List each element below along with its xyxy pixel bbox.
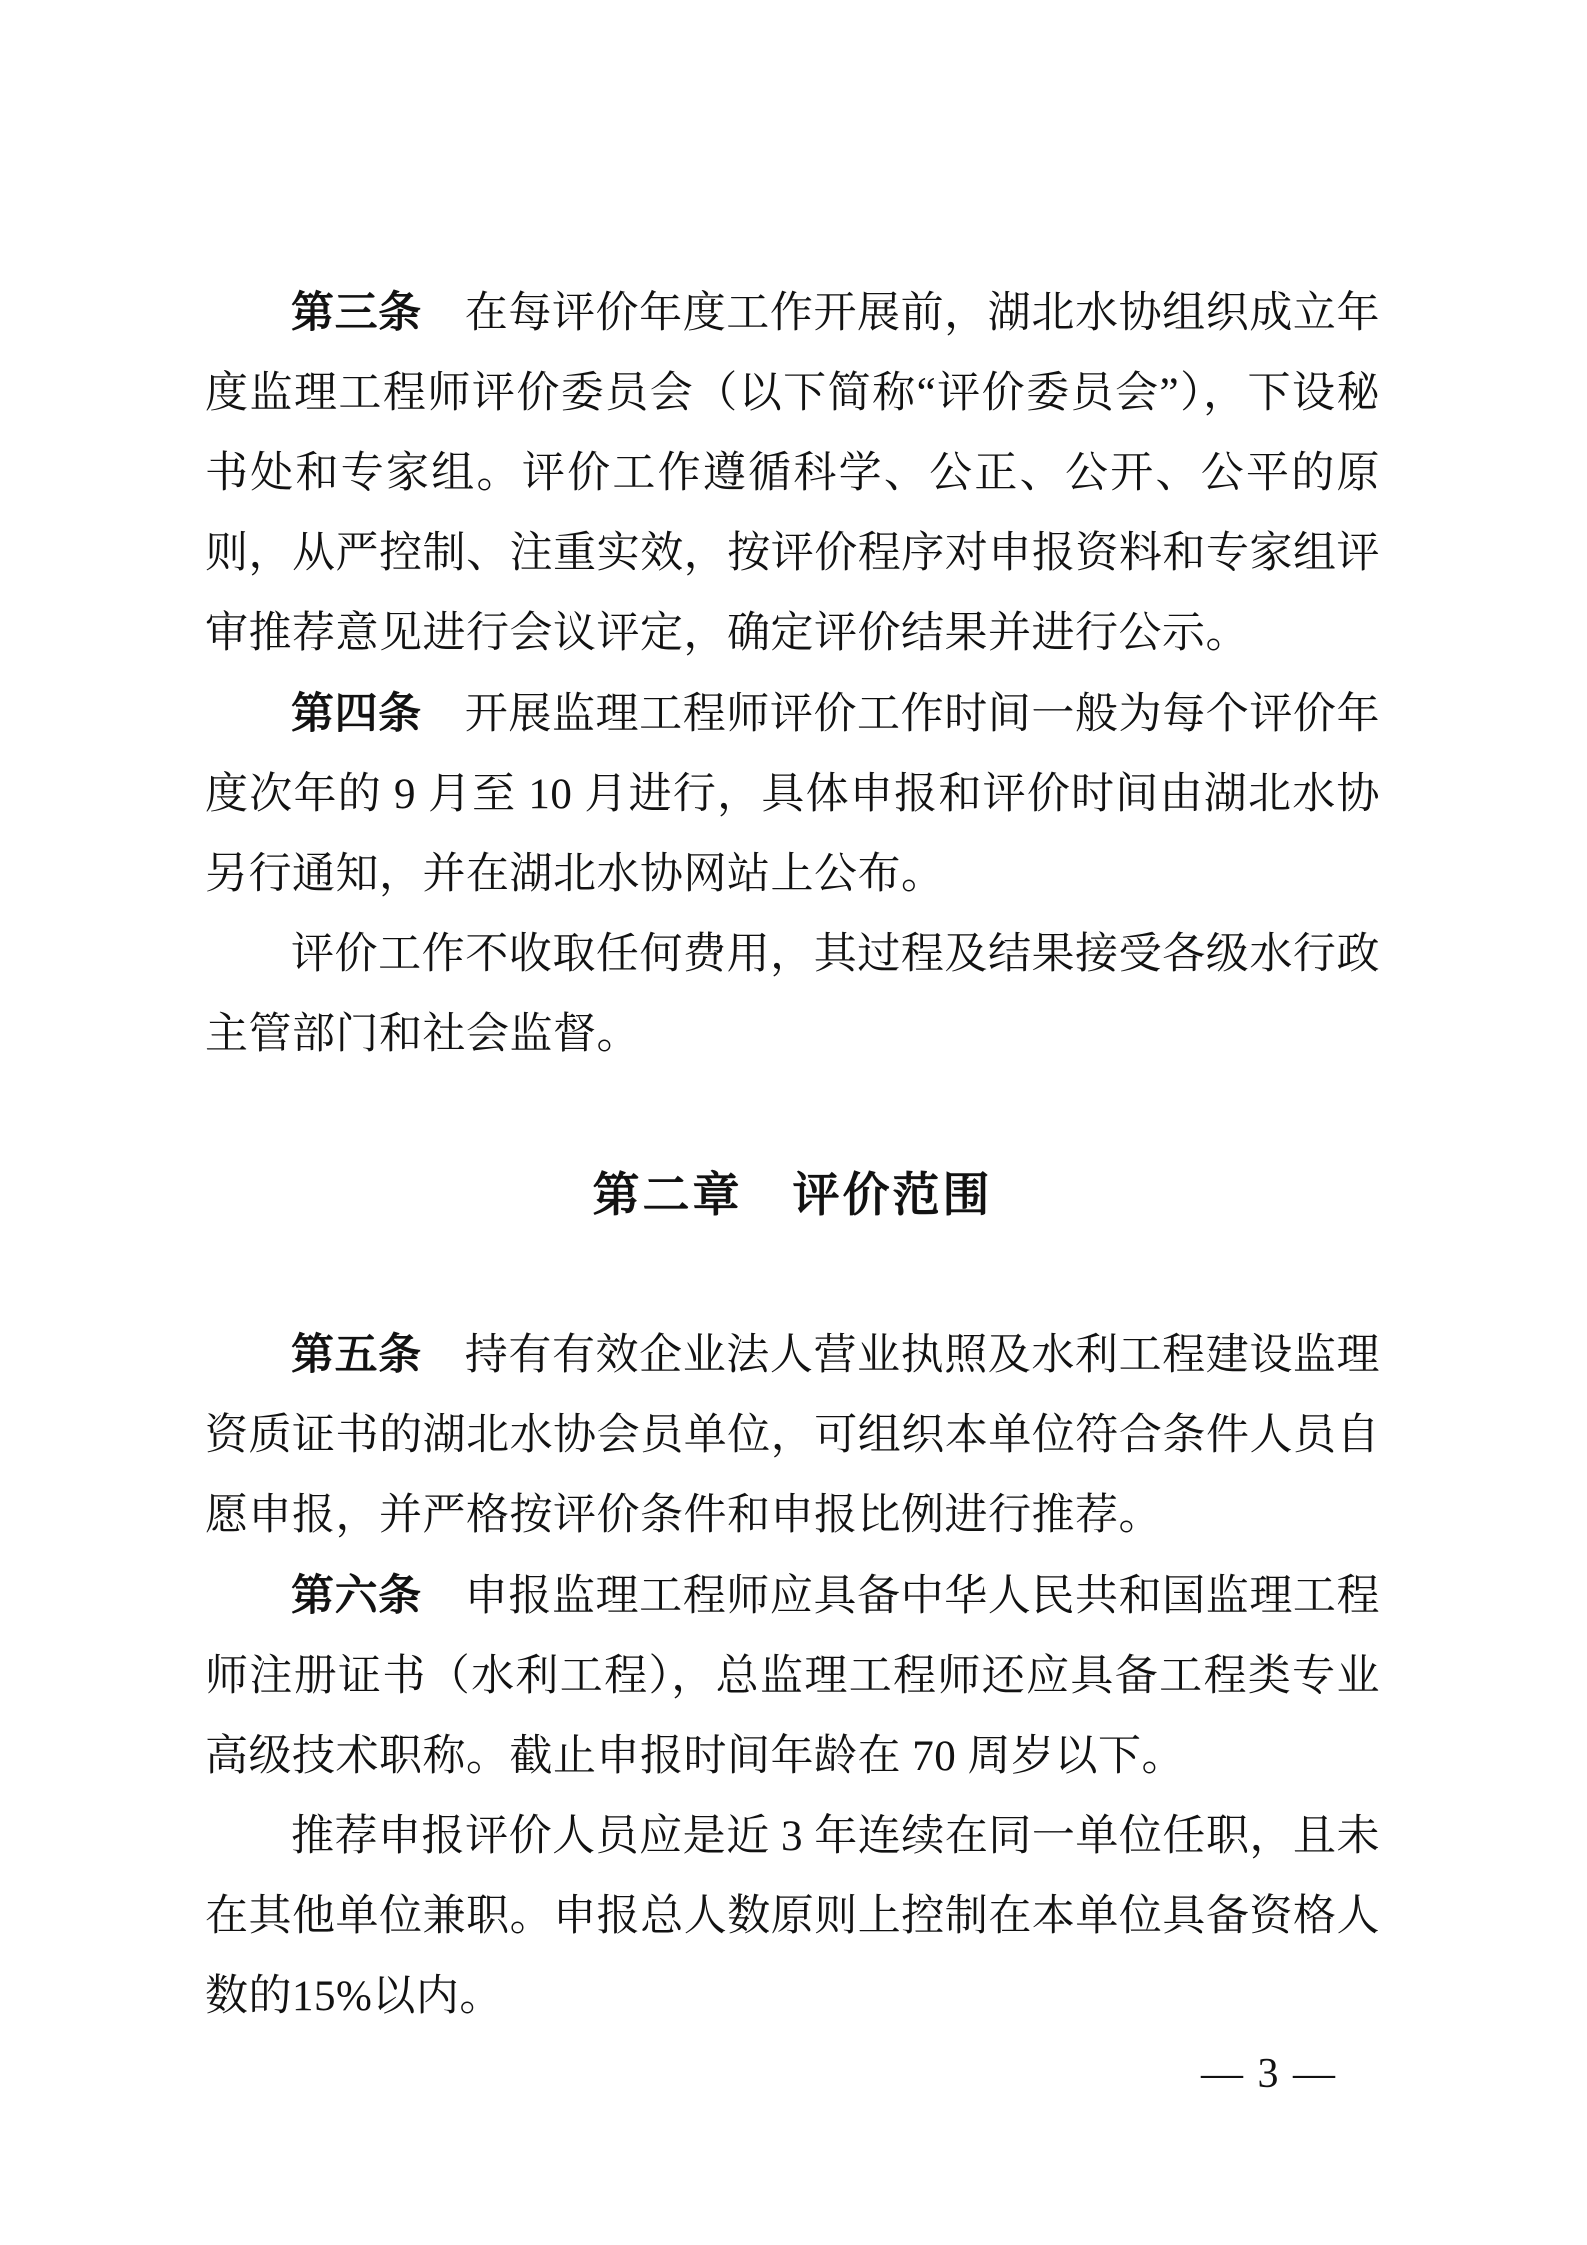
chapter-heading: 第二章 评价范围 (592, 1168, 993, 1221)
article-6-label: 第六条 (291, 1572, 422, 1620)
paragraph-article-6 (205, 1556, 1380, 1797)
page-number: — 3 — (1201, 2051, 1337, 2097)
article-5-text: 持有有效企业法人营业执照及水利工程建设监理资质证书的湖北水协会员单位，可组织本单位符合条件人员自愿申报，并严格按评价条件和申报比例进行推荐。 (205, 1332, 1381, 1539)
paragraph-fees-supervision (205, 915, 1380, 1075)
article-3-text: 在每评价年度工作开展前，湖北水协组织成立年度监理工程师评价委员会（以下简称“评价委员会”），下设秘书处和专家组。评价工作遵循科学、公正、公开、公平的原则，从严控制、注重实效，按评价程序对申报资料和专家组评审推荐意见进行会议评定，确定评价结果并进行公示。 (205, 290, 1381, 657)
article-4-label: 第四条 (291, 690, 422, 738)
paragraph-article-5 (205, 1315, 1380, 1556)
recommendation-quota-text: 推荐申报评价人员应是近 3 年连续在同一单位任职，且未在其他单位兼职。申报总人数原则上控制在本单位具备资格人数的15%以内。 (205, 1813, 1380, 2020)
article-4-text: 开展监理工程师评价工作时间一般为每个评价年度次年的 9 月至 10 月进行，具体申报和评价时间由湖北水协另行通知，并在湖北水协网站上公布。 (205, 691, 1381, 898)
article-6-text: 申报监理工程师应具备中华人民共和国监理工程师注册证书（水利工程），总监理工程师还应具备工程类专业高级技术职称。截止申报时间年龄在 70 周岁以下。 (205, 1573, 1381, 1780)
fees-supervision-text: 评价工作不收取任何费用，其过程及结果接受各级水行政主管部门和社会监督。 (205, 931, 1380, 1058)
article-3-label: 第三条 (291, 289, 422, 337)
paragraph-article-3 (205, 273, 1380, 674)
paragraph-article-4 (205, 674, 1380, 915)
paragraph-recommendation-quota (205, 1797, 1380, 2037)
document-body (205, 273, 1380, 2037)
article-5-label: 第五条 (291, 1331, 422, 1379)
